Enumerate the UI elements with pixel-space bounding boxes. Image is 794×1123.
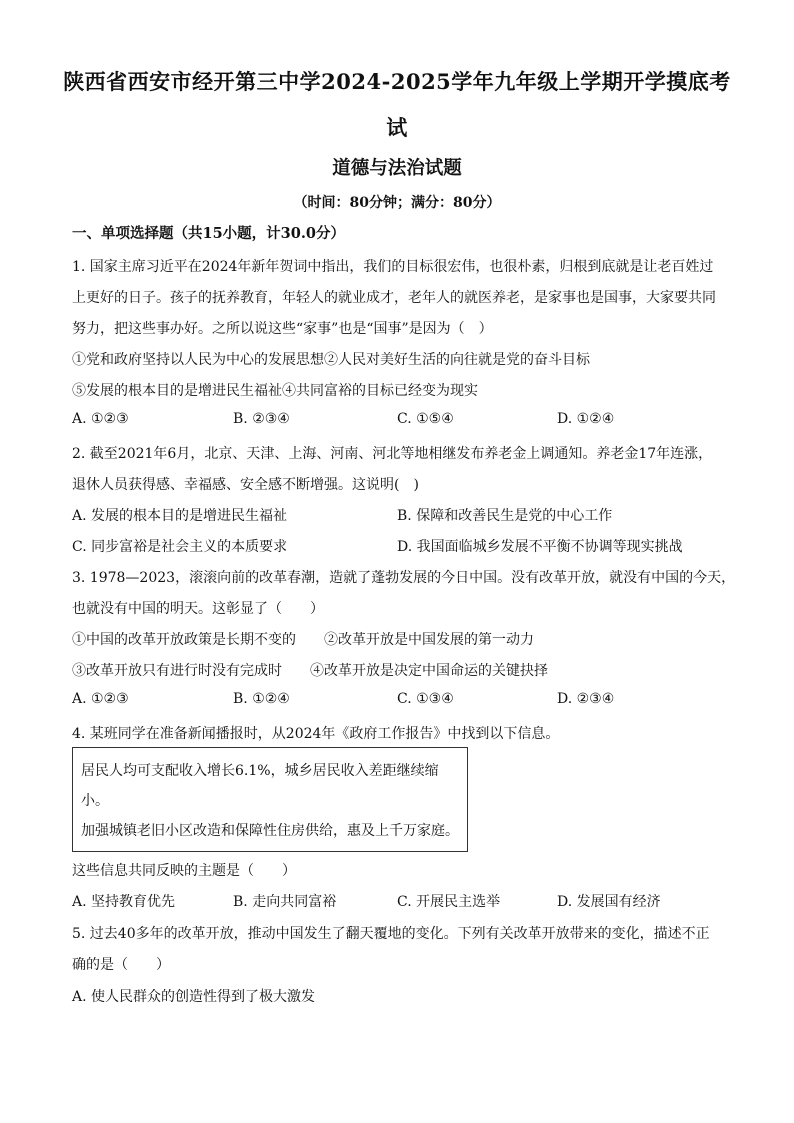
q3-stem-line2: 也就没有中国的明天。这彰显了（ ） <box>72 601 324 617</box>
q5-stem-line1: 5. 过去40多年的改革开放，推动中国发生了翻天覆地的变化。下列有关改革开放带来的变化，描述不正 <box>72 926 710 942</box>
q3-option-c: C. ①③④ <box>397 691 454 707</box>
q1-stem-line3: 努力，把这些事办好。之所以说这些“家事”也是“国事”是因为（ ） <box>72 321 493 337</box>
q2-option-b: B. 保障和改善民生是党的中心工作 <box>397 508 613 524</box>
q4-stem-line1: 4. 某班同学在准备新闻播报时，从2024年《政府工作报告》中找到以下信息。 <box>72 726 560 742</box>
subject-title: 道德与法治试题 <box>332 158 462 179</box>
q4-option-b: B. 走向共同富裕 <box>233 894 337 910</box>
q3-statement-4: ④改革开放是决定中国命运的关键抉择 <box>310 663 548 679</box>
q3-statement-3: ③改革开放只有进行时没有完成时 <box>72 663 282 679</box>
q1-option-d: D. ①②④ <box>557 411 615 427</box>
q4-box-line1: 居民人均可支配收入增长6.1%，城乡居民收入差距继续缩 <box>81 763 439 779</box>
exam-title-line2: 试 <box>386 115 408 140</box>
q5-option-a: A. 使人民群众的创造性得到了极大激发 <box>72 989 316 1005</box>
q1-stem-line2: 上更好的日子。孩子的抚养教育，年轻人的就业成才，老年人的就医养老，是家事也是国事，大家要共同 <box>72 290 716 306</box>
exam-title-line1: 陕西省西安市经开第三中学2024-2025学年九年级上学期开学摸底考 <box>63 69 731 94</box>
q1-statement-line2: ⑤发展的根本目的是增进民生福祉④共同富裕的目标已经变为现实 <box>72 383 478 399</box>
q2-option-c: C. 同步富裕是社会主义的本质要求 <box>72 539 288 555</box>
q1-stem-line1: 1. 国家主席习近平在2024年新年贺词中指出，我们的目标很宏伟，也很朴素，归根到底就是让老百姓过 <box>72 259 714 275</box>
q1-option-b: B. ②③④ <box>233 411 290 427</box>
section-heading: 一、单项选择题（共15小题，计30.0分） <box>72 225 345 242</box>
q2-stem-line1: 2. 截至2021年6月，北京、天津、上海、河南、河北等地相继发布养老金上调通知。养老金17年连涨， <box>72 446 713 462</box>
q1-statement-line1: ①党和政府坚持以人民为中心的发展思想②人民对美好生活的向往就是党的奋斗目标 <box>72 352 590 368</box>
q4-option-d: D. 发展国有经济 <box>557 894 661 910</box>
q4-stem-line2: 这些信息共同反映的主题是（ ） <box>72 863 296 879</box>
q4-option-a: A. 坚持教育优先 <box>72 894 176 910</box>
q4-box-line3: 加强城镇老旧小区改造和保障性住房供给，惠及上千万家庭。 <box>81 823 459 839</box>
q3-option-a: A. ①②③ <box>72 691 129 707</box>
q4-info-box <box>72 747 468 852</box>
q5-stem-line2: 确的是（ ） <box>72 957 170 973</box>
q1-option-a: A. ①②③ <box>72 411 129 427</box>
q3-stem-line1: 3. 1978—2023，滚滚向前的改革春潮，造就了蓬勃发展的今日中国。没有改革开放，就没有中国的今天， <box>72 570 736 586</box>
q2-option-a: A. 发展的根本目的是增进民生福祉 <box>72 508 288 524</box>
q2-option-d: D. 我国面临城乡发展不平衡不协调等现实挑战 <box>397 539 683 555</box>
q2-stem-line2: 退休人员获得感、幸福感、安全感不断增强。这说明( ) <box>72 477 419 493</box>
q1-option-c: C. ①⑤④ <box>397 411 454 427</box>
q3-option-b: B. ①②④ <box>233 691 290 707</box>
q3-option-d: D. ②③④ <box>557 691 615 707</box>
time-info: （时间：80分钟；满分：80分） <box>293 195 501 211</box>
q4-option-c: C. 开展民主选举 <box>397 894 501 910</box>
q3-statement-2: ②改革开放是中国发展的第一动力 <box>324 632 534 648</box>
q3-statement-1: ①中国的改革开放政策是长期不变的 <box>72 632 296 648</box>
q4-box-line2: 小。 <box>81 793 109 809</box>
